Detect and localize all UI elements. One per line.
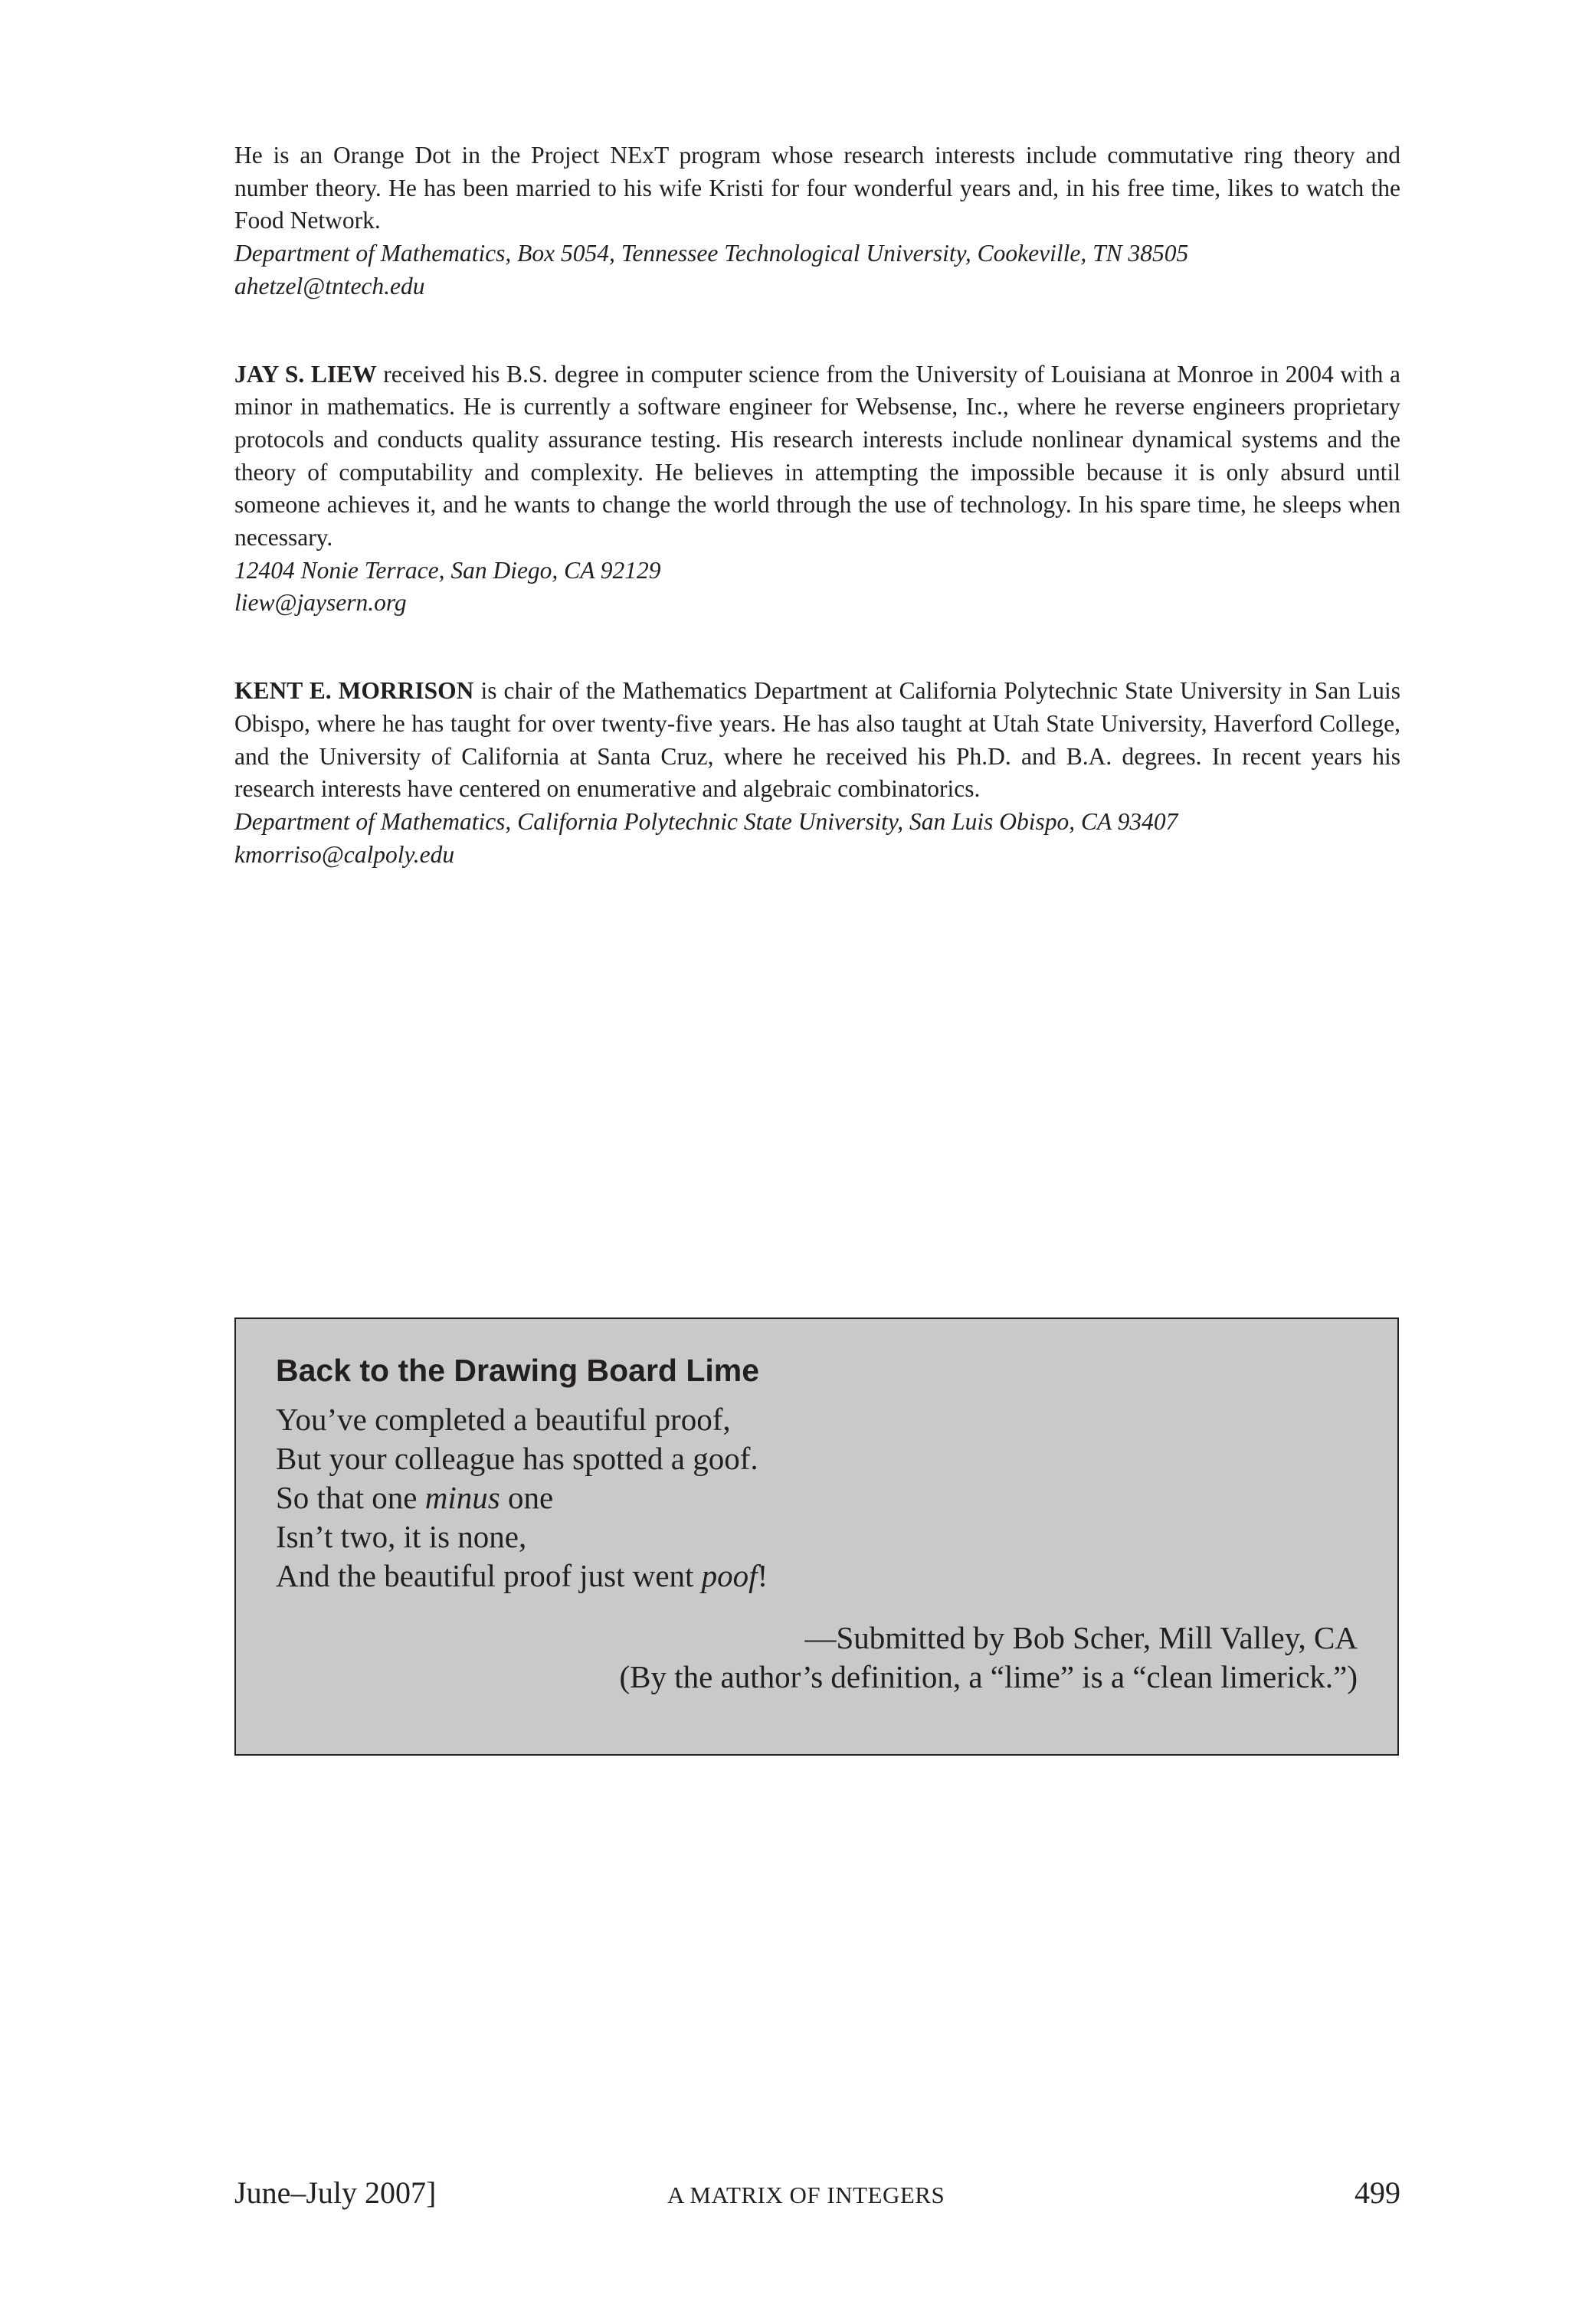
author-address: 12404 Nonie Terrace, San Diego, CA 92129: [234, 556, 661, 584]
limerick-attribution: [276, 1619, 1358, 1697]
page-footer: [234, 2174, 1400, 2212]
footer-running-title: A MATRIX OF INTEGERS: [667, 2182, 945, 2208]
attribution-submitter: —Submitted by Bob Scher, Mill Valley, CA: [804, 1620, 1358, 1655]
poem-line-4: Isn’t two, it is none,: [276, 1519, 527, 1554]
bio-text: [234, 358, 1400, 555]
poem-line-5-end: !: [757, 1558, 768, 1593]
article-body: [234, 139, 1400, 871]
author-address: Department of Mathematics, California Polytechnic State University, San Luis Obispo, CA 93407: [234, 807, 1178, 835]
author-email: liew@jaysern.org: [234, 589, 407, 617]
author-bio-liew: [234, 358, 1400, 620]
author-email: kmorriso@calpoly.edu: [234, 840, 455, 868]
limerick-title: Back to the Drawing Board Lime: [276, 1353, 760, 1388]
poem-line-5: [276, 1556, 1358, 1596]
bio-body: He is an Orange Dot in the Project NExT program whose research interests include commutative ring theory and number theory. He has been married to his wife Kristi for four wonderful years and, in his free time, likes to watch the Food Network.: [234, 142, 1400, 234]
author-bio-hetzel: [234, 139, 1400, 303]
poem-line-3-emphasis: minus: [424, 1480, 500, 1515]
author-name: JAY S. LIEW: [234, 360, 377, 388]
limerick-box: [234, 1317, 1399, 1756]
poem-line-2: But your colleague has spotted a goof.: [276, 1441, 758, 1476]
footer-page-number: 499: [1354, 2175, 1400, 2210]
bio-body: received his B.S. degree in computer science from the University of Louisiana at Monroe in 2004 with a minor in mathematics. He is currently a software engineer for Websense, Inc., where he reverse engineers proprietary protocols and conducts quality assurance testing. His research interests include nonlinear dynamical systems and the theory of computability and complexity. He believes in attempting the impossible because it is only absurd until someone achieves it, and he wants to change the world through the use of technology. In his spare time, he sleeps when necessary.: [234, 360, 1400, 552]
poem-line-5-start: And the beautiful proof just went: [276, 1558, 702, 1593]
author-name: KENT E. MORRISON: [234, 677, 474, 705]
bio-text: [234, 139, 1400, 237]
limerick-poem: [276, 1400, 1358, 1596]
poem-line-3-end: one: [500, 1480, 554, 1515]
poem-line-3-start: So that one: [276, 1480, 425, 1515]
attribution-note: (By the author’s definition, a “lime” is a “clean limerick.”): [619, 1659, 1358, 1694]
bio-text: [234, 675, 1400, 806]
author-address: Department of Mathematics, Box 5054, Tennessee Technological University, Cookeville, TN 38505: [234, 240, 1189, 267]
author-email: ahetzel@tntech.edu: [234, 272, 425, 300]
poem-line-3: [276, 1478, 1358, 1517]
poem-line-5-emphasis: poof: [701, 1558, 758, 1593]
author-bio-morrison: [234, 675, 1400, 871]
poem-line-1: You’ve completed a beautiful proof,: [276, 1402, 731, 1437]
footer-issue-date: June–July 2007]: [234, 2175, 437, 2210]
bio-body: is chair of the Mathematics Department at California Polytechnic State University in San Luis Obispo, where he has taught for over twenty-five years. He has also taught at Utah State University, Haverford College, and the University of California at Santa Cruz, where he received his Ph.D. and B.A. degrees. In recent years his research interests have centered on enumerative and algebraic combinatorics.: [234, 677, 1401, 803]
